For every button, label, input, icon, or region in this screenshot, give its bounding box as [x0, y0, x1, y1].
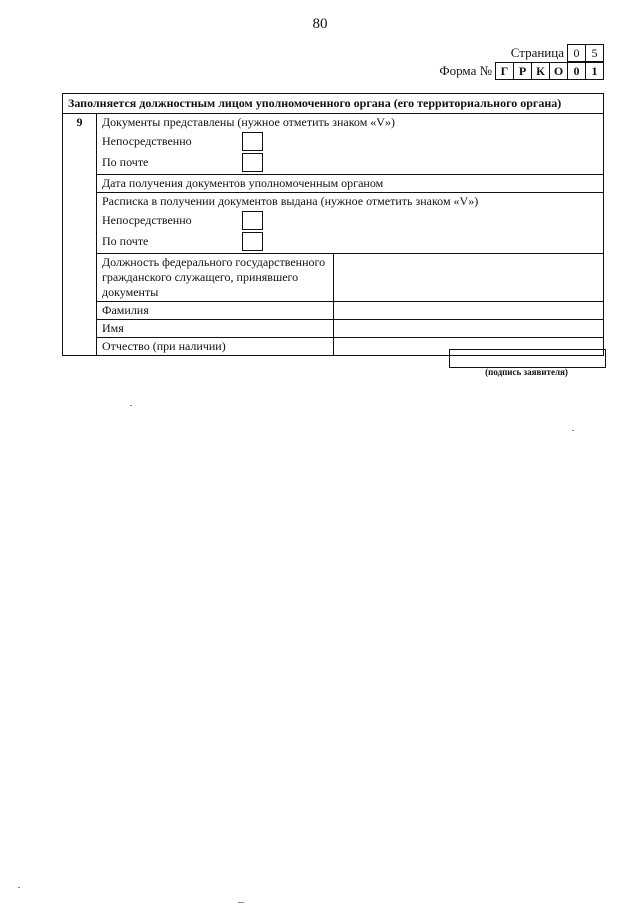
official-position-row — [63, 254, 604, 302]
official-position-label: Должность федерального государственного гражданского служащего, принявшего документы — [97, 254, 334, 302]
receipt-by-mail-option — [102, 231, 598, 251]
page-digit-cell: 5 — [585, 44, 604, 62]
form-code-cell: О — [549, 62, 568, 80]
scan-speck — [572, 430, 574, 431]
name-row — [63, 320, 604, 338]
name-field[interactable] — [334, 320, 604, 338]
table-header-row — [63, 94, 604, 114]
scan-speck — [130, 405, 132, 406]
scan-speck — [238, 902, 244, 903]
receipt-by-mail-label: По почте — [102, 233, 149, 248]
table-header: Заполняется должностным лицом уполномоченного органа (его территориального органа) — [63, 94, 604, 114]
in-person-label: Непосредственно — [102, 133, 192, 148]
scan-speck — [18, 887, 20, 888]
surname-row — [63, 302, 604, 320]
in-person-option — [102, 131, 598, 151]
receipt-in-person-label: Непосредственно — [102, 212, 192, 227]
official-section-table — [62, 93, 604, 356]
receipt-issued-cell — [97, 193, 604, 254]
by-mail-option — [102, 152, 598, 172]
form-code-cell: Г — [495, 62, 514, 80]
docs-submitted-label: Документы представлены (нужное отметить знаком «V») — [102, 115, 395, 129]
receipt-in-person-option — [102, 210, 598, 230]
name-label: Имя — [97, 320, 334, 338]
form-code-cell: К — [531, 62, 550, 80]
patronymic-label: Отчество (при наличии) — [97, 338, 334, 356]
surname-label: Фамилия — [97, 302, 334, 320]
surname-field[interactable] — [334, 302, 604, 320]
receipt-in-person-checkbox[interactable] — [242, 211, 263, 230]
form-code-cell: Р — [513, 62, 532, 80]
receipt-issued-row — [63, 193, 604, 254]
signature-caption: (подпись заявителя) — [485, 367, 568, 377]
by-mail-label: По почте — [102, 154, 149, 169]
page-number: 80 — [312, 16, 328, 32]
form-label: Форма № — [439, 63, 492, 78]
receipt-issued-label: Расписка в получении документов выдана (нужное отметить знаком «V») — [102, 194, 479, 208]
docs-submitted-row — [63, 114, 604, 175]
page-digit-cell: 0 — [567, 44, 586, 62]
form-code-row — [439, 62, 604, 80]
row-number: 9 — [63, 114, 97, 356]
by-mail-checkbox[interactable] — [242, 153, 263, 172]
page-code-row — [439, 44, 604, 62]
form-code-block — [439, 44, 604, 80]
receipt-by-mail-checkbox[interactable] — [242, 232, 263, 251]
receipt-date-label[interactable]: Дата получения документов уполномоченным органом — [97, 175, 604, 193]
in-person-checkbox[interactable] — [242, 132, 263, 151]
official-position-field[interactable] — [334, 254, 604, 302]
form-code-cell: 0 — [567, 62, 586, 80]
page-label: Страница — [510, 45, 564, 60]
signature-box[interactable] — [449, 349, 606, 368]
docs-submitted-cell — [97, 114, 604, 175]
receipt-date-row — [63, 175, 604, 193]
form-code-cell: 1 — [585, 62, 604, 80]
